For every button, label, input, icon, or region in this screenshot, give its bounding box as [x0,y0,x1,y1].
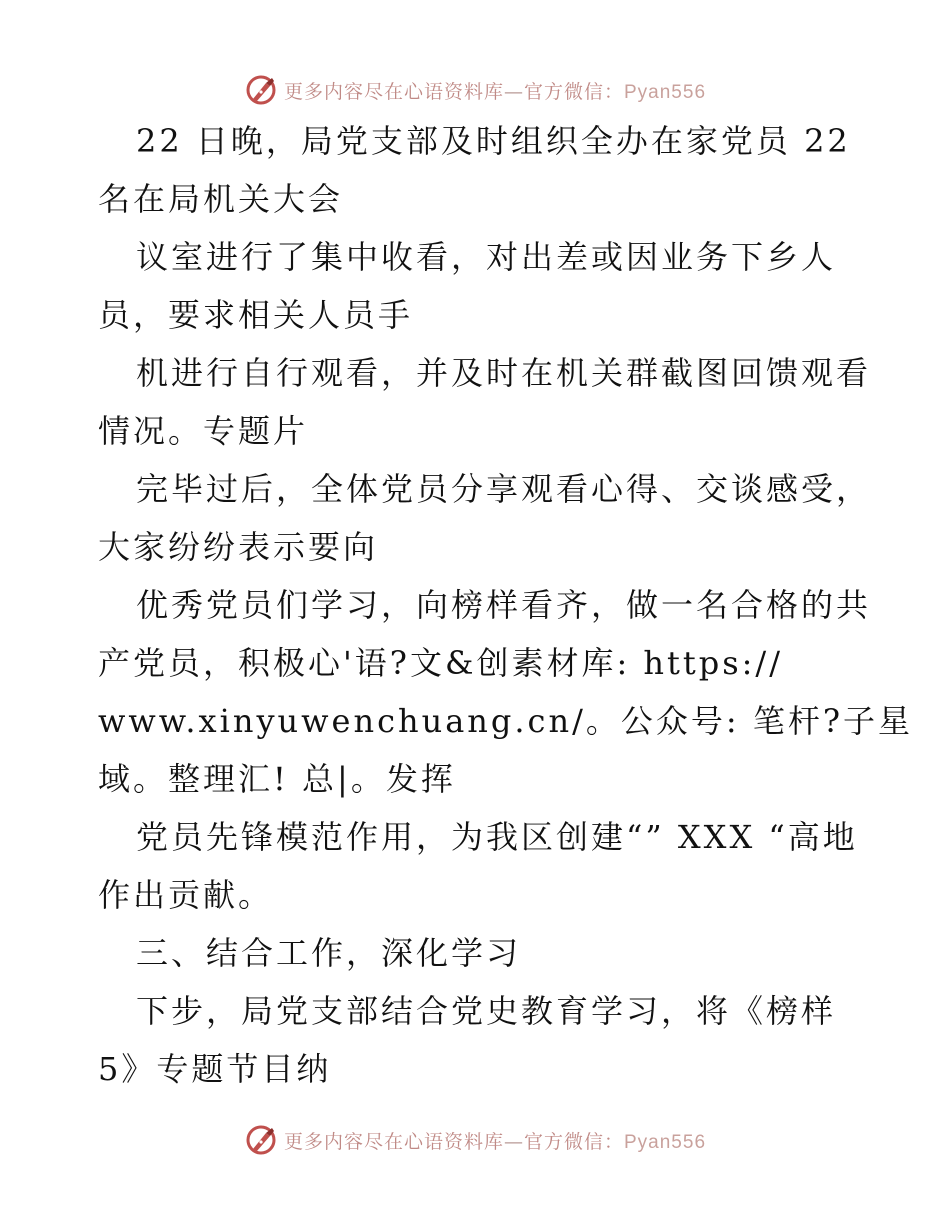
paragraph-line: 大家纷纷表示要向 [98,528,379,566]
paragraph-line: www.xinyuwenchuang.cn/。公众号: 笔杆?子星 [98,702,913,740]
wechat-handle: Pyan556 [624,81,707,103]
paragraph-line: 作出贡献。 [98,876,274,914]
paragraph-line: 22 日晚，局党支部及时组织全办在家党员 22 [136,122,851,160]
paragraph-line: 机进行自行观看，并及时在机关群截图回馈观看 [136,354,872,392]
header-banner [0,70,950,110]
banner-separator: — [503,1130,524,1153]
section-heading: 三、结合工作，深化学习 [136,934,522,972]
wechat-handle: Pyan556 [624,1131,707,1153]
paragraph-line: 5》专题节目纳 [98,1050,332,1088]
paragraph-line: 域。整理汇! 总|。发挥 [98,760,456,798]
banner-text [284,1127,706,1154]
wechat-label: 官方微信： [523,1130,624,1153]
paragraph-line: 员，要求相关人员手 [98,296,414,334]
paragraph-line: 产党员，积极心'语?文&创素材库: https:// [98,644,783,682]
paragraph-line: 情况。专题片 [98,412,309,450]
paragraph-line: 党员先锋模范作用，为我区创建“” XXX “高地 [136,818,858,856]
paragraph-line: 议室进行了集中收看，对出差或因业务下乡人 [136,238,837,276]
paragraph-line: 完毕过后，全体党员分享观看心得、交谈感受， [136,470,872,508]
paragraph-line: 下步，局党支部结合党史教育学习，将《榜样 [136,992,837,1030]
banner-separator: — [503,80,524,103]
banner-title: 更多内容尽在心语资料库 [283,1130,504,1153]
paragraph-line: 优秀党员们学习，向榜样看齐，做一名合格的共 [136,586,872,624]
banner-title: 更多内容尽在心语资料库 [283,80,504,103]
banner-text [284,77,706,104]
paragraph-line: 名在局机关大会 [98,180,344,218]
pen-nib-logo-icon [244,1123,278,1157]
document-body [98,122,913,1110]
wechat-label: 官方微信： [523,80,624,103]
pen-nib-logo-icon [244,73,278,107]
footer-banner [0,1120,950,1160]
